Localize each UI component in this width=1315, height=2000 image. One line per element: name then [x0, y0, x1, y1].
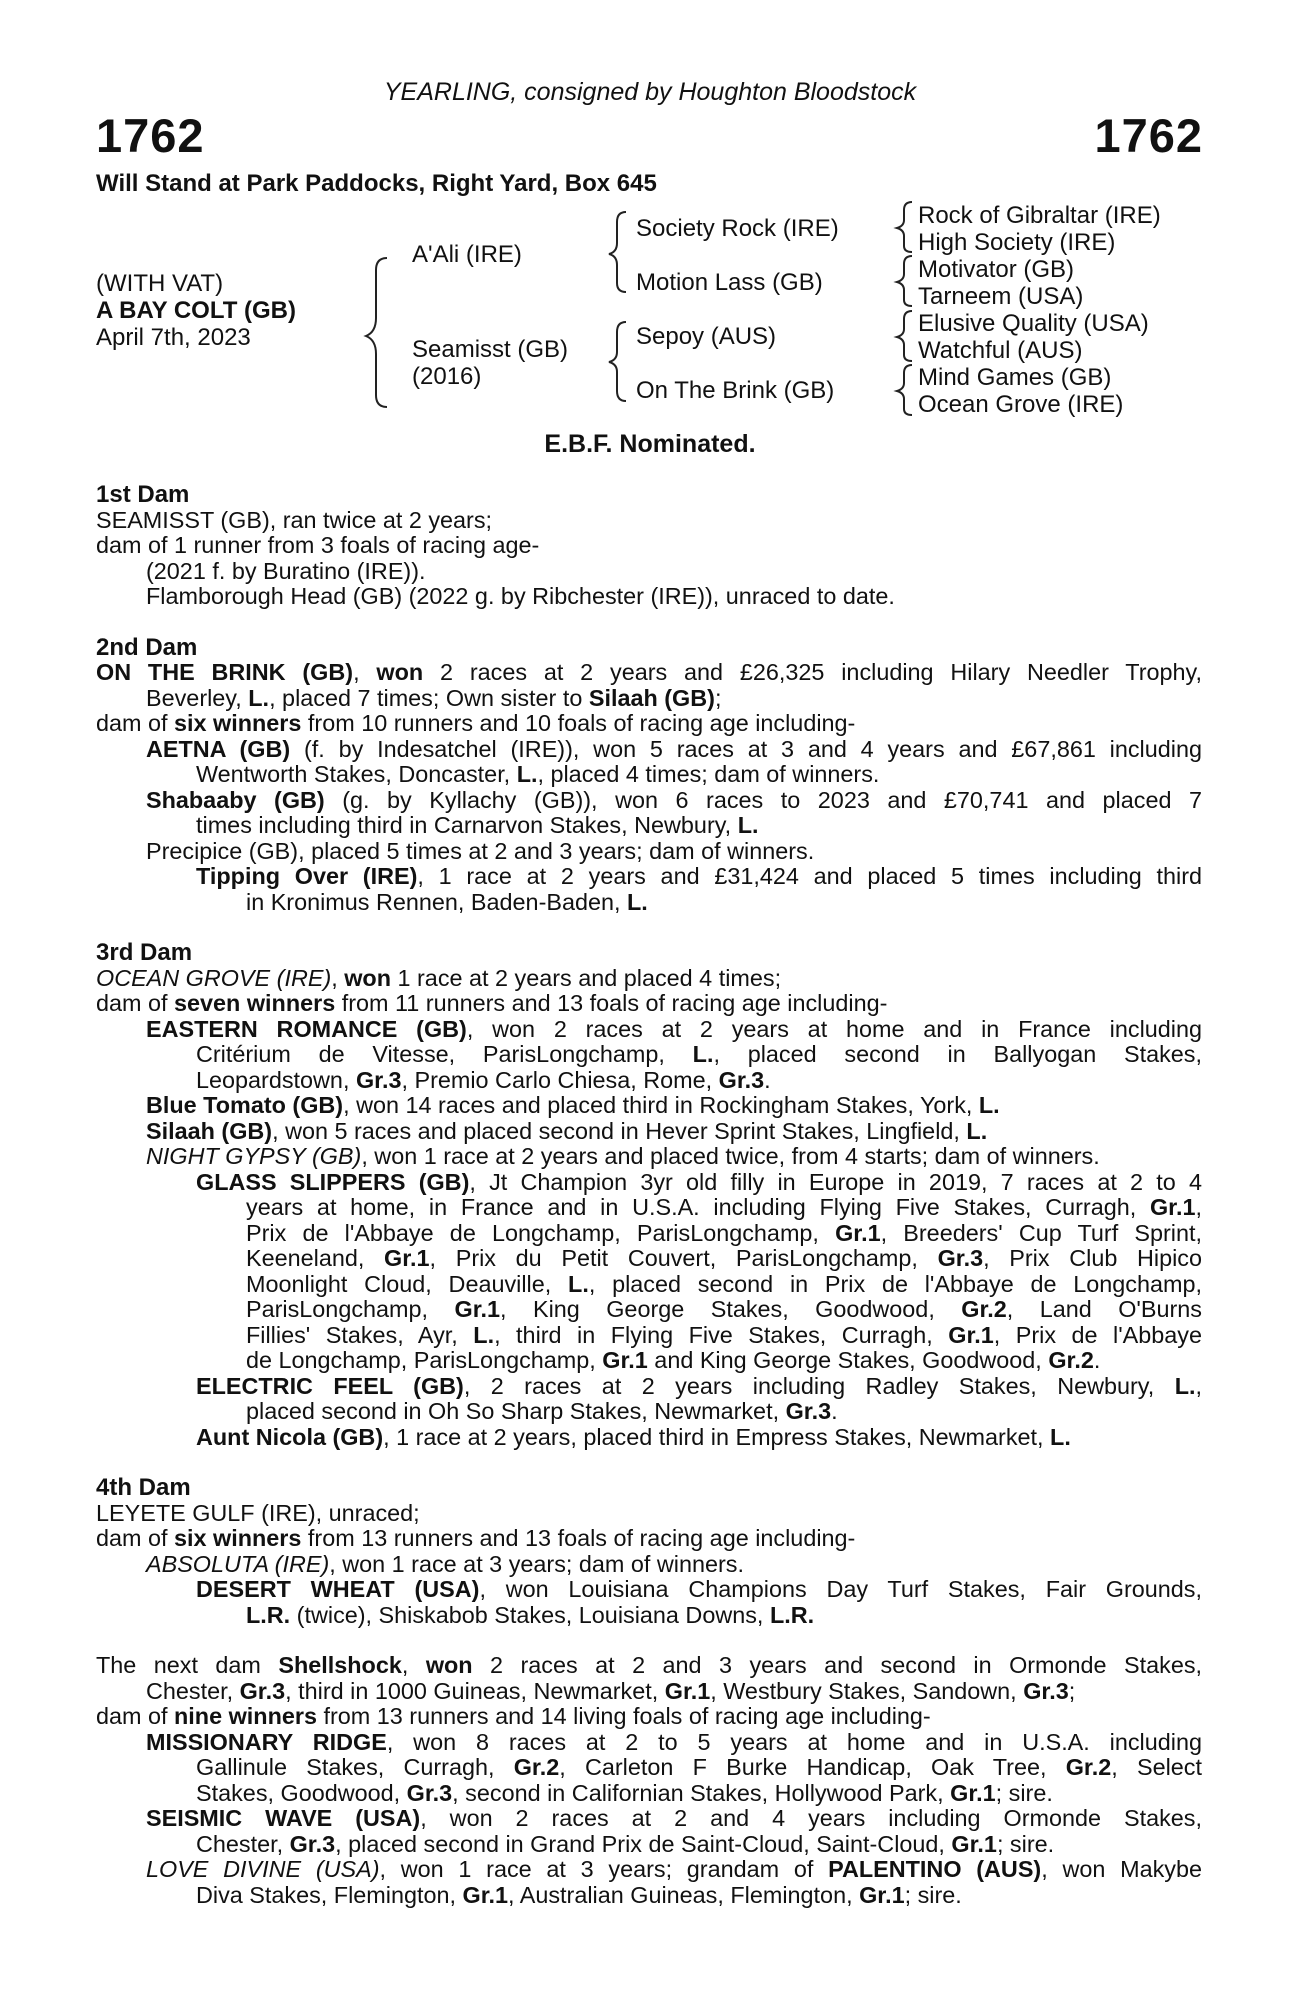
second-dam-line: AETNA (GB) (f. by Indesatchel (IRE)), won 5 races at 3 and 4 years and £67,861 including	[146, 735, 1202, 762]
second-dam-line: Shabaaby (GB) (g. by Kyllachy (GB)), won 6 races to 2023 and £70,741 and placed 7	[146, 786, 1202, 813]
fourth-dam-heading: 4th Dam	[96, 1474, 191, 1501]
pedigree-dam-sire: Sepoy (AUS)	[636, 323, 777, 350]
first-dam-line: Flamborough Head (GB) (2022 g. by Ribchester (IRE)), unraced to date.	[146, 583, 895, 609]
pedigree-dam: Seamisst (GB)	[412, 336, 569, 363]
third-dam-line: de Longchamp, ParisLongchamp, Gr.1 and King George Stakes, Goodwood, Gr.2.	[246, 1347, 1101, 1373]
fourth-dam-line: DESERT WHEAT (USA), won Louisiana Champions Day Turf Stakes, Fair Grounds,	[196, 1576, 1202, 1602]
foaling-date: April 7th, 2023	[96, 324, 251, 351]
pedigree-sire-dam: Motion Lass (GB)	[636, 269, 823, 296]
third-dam-line: Leopardstown, Gr.3, Premio Carlo Chiesa, Rome, Gr.3.	[196, 1066, 771, 1093]
third-dam-line: ELECTRIC FEEL (GB), 2 races at 2 years including Radley Stakes, Newbury, L.,	[196, 1372, 1202, 1399]
first-dam-line: (2021 f. by Buratino (IRE)).	[146, 557, 426, 584]
second-dam-line: in Kronimus Rennen, Baden-Baden, L.	[246, 888, 648, 915]
next-dam-line: LOVE DIVINE (USA), won 1 race at 3 years; grandam of PALENTINO (AUS), won Makybe	[146, 1856, 1202, 1882]
third-dam-line: years at home, in France and in U.S.A. including Flying Five Stakes, Curragh, Gr.1,	[246, 1194, 1202, 1220]
second-dam-line: ON THE BRINK (GB), won 2 races at 2 years and £26,325 including Hilary Needler Trophy,	[96, 659, 1202, 685]
third-dam-line: GLASS SLIPPERS (GB), Jt Champion 3yr old filly in Europe in 2019, 7 races at 2 to 4	[196, 1168, 1202, 1195]
second-dam-line: times including third in Carnarvon Stakes, Newbury, L.	[196, 812, 759, 838]
next-dam-line: Diva Stakes, Flemington, Gr.1, Australian Guineas, Flemington, Gr.1; sire.	[196, 1881, 962, 1908]
brace-main	[366, 258, 387, 407]
second-dam-line: Tipping Over (IRE), 1 race at 2 years and £31,424 and placed 5 times including third	[196, 863, 1202, 889]
third-dam-line: Prix de l'Abbaye de Longchamp, ParisLongchamp, Gr.1, Breeders' Cup Turf Sprint,	[246, 1219, 1202, 1246]
second-dam-line: dam of six winners from 10 runners and 10 foals of racing age including-	[96, 710, 856, 736]
pedigree-dam-dam: On The Brink (GB)	[636, 377, 835, 404]
fourth-dam-line: dam of six winners from 13 runners and 13 foals of racing age including-	[96, 1525, 856, 1551]
third-dam-line: Moonlight Cloud, Deauville, L., placed second in Prix de l'Abbaye de Longchamp,	[246, 1270, 1202, 1297]
third-dam-line: Aunt Nicola (GB), 1 race at 2 years, placed third in Empress Stakes, Newmarket, L.	[196, 1423, 1071, 1450]
catalogue-subtitle: YEARLING, consigned by Houghton Bloodstock	[383, 78, 917, 106]
brace-g4	[897, 365, 912, 415]
pedigree-g5: Elusive Quality (USA)	[918, 310, 1149, 337]
third-dam-heading: 3rd Dam	[96, 939, 193, 966]
next-dam-line: Chester, Gr.3, third in 1000 Guineas, Newmarket, Gr.1, Westbury Stakes, Sandown, Gr.3;	[146, 1677, 1076, 1704]
first-dam-heading: 1st Dam	[96, 481, 190, 508]
first-dam-line: dam of 1 runner from 3 foals of racing age-	[96, 532, 540, 558]
third-dam-line: Keeneland, Gr.1, Prix du Petit Couvert, ParisLongchamp, Gr.3, Prix Club Hipico	[246, 1245, 1202, 1271]
pedigree-g3: Motivator (GB)	[918, 256, 1075, 283]
third-dam-line: dam of seven winners from 11 runners and 13 foals of racing age including-	[96, 990, 888, 1016]
third-dam-line: OCEAN GROVE (IRE), won 1 race at 2 years and placed 4 times;	[96, 964, 782, 991]
vat-note: (WITH VAT)	[96, 270, 224, 297]
pedigree-g8: Ocean Grove (IRE)	[918, 391, 1124, 418]
next-dam-line: Gallinule Stakes, Curragh, Gr.2, Carleton F Burke Handicap, Oak Tree, Gr.2, Select	[196, 1754, 1202, 1780]
next-dam-line: SEISMIC WAVE (USA), won 2 races at 2 and 4 years including Ormonde Stakes,	[146, 1805, 1202, 1831]
horse-name: A BAY COLT (GB)	[96, 297, 297, 324]
lot-number-right: 1762	[1094, 109, 1203, 162]
second-dam-line: Wentworth Stakes, Doncaster, L., placed 4 times; dam of winners.	[196, 761, 880, 787]
pedigree-g2: High Society (IRE)	[918, 229, 1116, 256]
ebf-nomination: E.B.F. Nominated.	[544, 430, 756, 458]
next-dam-line: dam of nine winners from 13 runners and 14 living foals of racing age including-	[96, 1703, 931, 1729]
brace-g1	[897, 202, 912, 252]
fourth-dam-line: ABSOLUTA (IRE), won 1 race at 3 years; dam of winners.	[146, 1550, 744, 1577]
second-dam-line: Beverley, L., placed 7 times; Own sister to Silaah (GB);	[146, 684, 722, 711]
pedigree-g7: Mind Games (GB)	[918, 364, 1112, 391]
brace-sire	[609, 212, 626, 292]
dam-produce-record	[96, 482, 1202, 1908]
pedigree-dam-year: (2016)	[412, 363, 482, 390]
third-dam-line: EASTERN ROMANCE (GB), won 2 races at 2 years at home and in France including	[146, 1015, 1202, 1042]
next-dam-line: The next dam Shellshock, won 2 races at 2 and 3 years and second in Ormonde Stakes,	[96, 1652, 1203, 1678]
third-dam-line: ParisLongchamp, Gr.1, King George Stakes, Goodwood, Gr.2, Land O'Burns	[246, 1296, 1203, 1322]
third-dam-line: Blue Tomato (GB), won 14 races and placed third in Rockingham Stakes, York, L.	[146, 1092, 1000, 1118]
next-dam-line: Stakes, Goodwood, Gr.3, second in Californian Stakes, Hollywood Park, Gr.1; sire.	[196, 1779, 1053, 1806]
third-dam-line: Critérium de Vitesse, ParisLongchamp, L., placed second in Ballyogan Stakes,	[196, 1041, 1202, 1067]
fourth-dam-line: L.R. (twice), Shiskabob Stakes, Louisiana Downs, L.R.	[246, 1601, 815, 1628]
brace-dam	[609, 322, 626, 401]
first-dam-line: SEAMISST (GB), ran twice at 2 years;	[96, 506, 493, 533]
next-dam-line: Chester, Gr.3, placed second in Grand Prix de Saint-Cloud, Saint-Cloud, Gr.1; sire.	[196, 1830, 1055, 1857]
brace-g3	[897, 311, 912, 361]
third-dam-line: placed second in Oh So Sharp Stakes, Newmarket, Gr.3.	[246, 1398, 838, 1424]
pedigree-g4: Tarneem (USA)	[918, 283, 1084, 310]
third-dam-line: Fillies' Stakes, Ayr, L., third in Flying Five Stakes, Curragh, Gr.1, Prix de l'Abbaye	[246, 1321, 1203, 1348]
pedigree-sire: A'Ali (IRE)	[412, 241, 522, 268]
second-dam-line: Precipice (GB), placed 5 times at 2 and 3 years; dam of winners.	[146, 837, 815, 864]
next-dam-line: MISSIONARY RIDGE, won 8 races at 2 to 5 years at home and in U.S.A. including	[146, 1728, 1202, 1755]
third-dam-line: NIGHT GYPSY (GB), won 1 race at 2 years and placed twice, from 4 starts; dam of winners.	[146, 1143, 1100, 1169]
third-dam-line: Silaah (GB), won 5 races and placed second in Hever Sprint Stakes, Lingfield, L.	[146, 1117, 988, 1144]
lot-number-left: 1762	[96, 109, 205, 162]
pedigree-g1: Rock of Gibraltar (IRE)	[918, 202, 1161, 229]
pedigree-g6: Watchful (AUS)	[918, 337, 1083, 364]
pedigree-sire-sire: Society Rock (IRE)	[636, 215, 839, 242]
stand-location: Will Stand at Park Paddocks, Right Yard, Box 645	[96, 170, 657, 197]
fourth-dam-line: LEYETE GULF (IRE), unraced;	[96, 1499, 420, 1526]
brace-g2	[897, 256, 912, 306]
second-dam-heading: 2nd Dam	[96, 633, 198, 661]
